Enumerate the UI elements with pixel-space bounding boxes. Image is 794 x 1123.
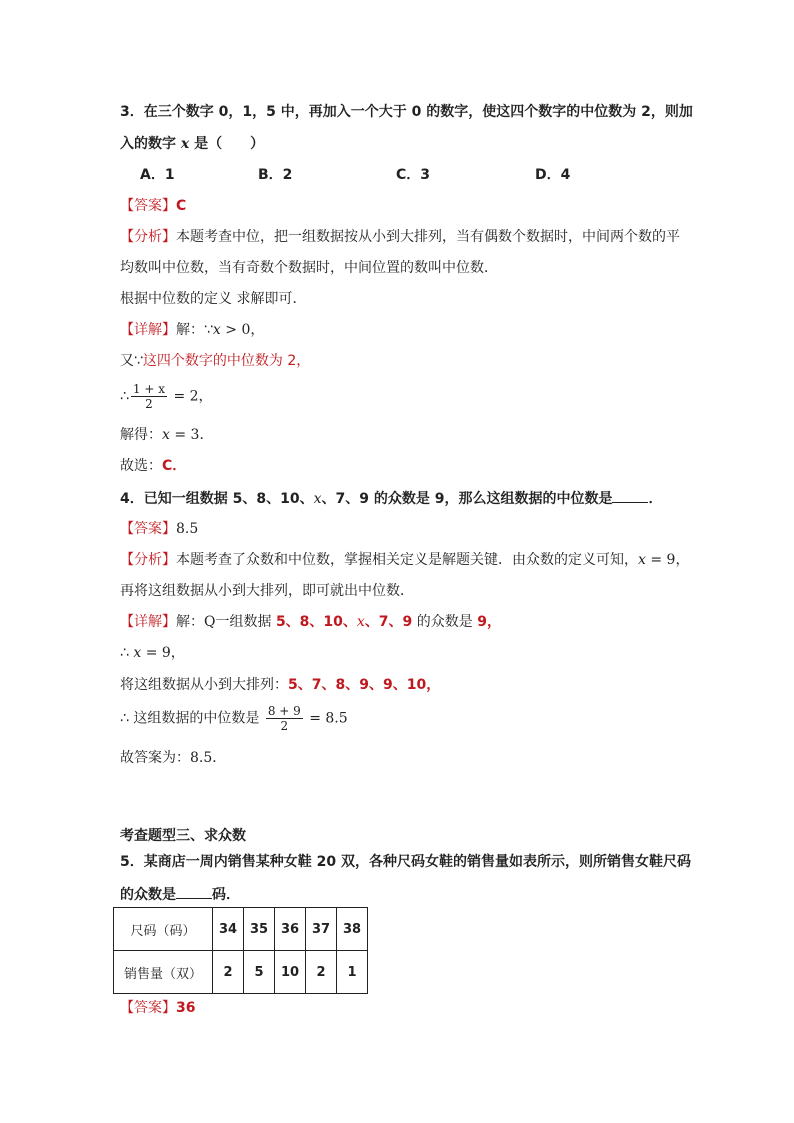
answer-value: C [176, 198, 187, 214]
analysis-math: = 9， [645, 552, 690, 568]
variable-x: x [356, 614, 365, 630]
q3-choice [120, 456, 186, 476]
table-row [114, 951, 368, 994]
table-cell: 35 [244, 908, 275, 951]
therefore-symbol: ∴ [120, 645, 134, 661]
fraction-result: = 2， [169, 388, 213, 405]
because-symbol: Q [204, 614, 216, 630]
detail-text: 解： [176, 614, 204, 630]
detail-data-2: 、7、9 [364, 614, 413, 630]
q4-variable-x: x [313, 491, 322, 507]
q3-answer [120, 196, 186, 216]
table-cell: 2 [213, 951, 244, 994]
q5-stem-text: 的众数是 [120, 887, 176, 903]
q3-solve [120, 425, 213, 445]
variable-x: x [212, 322, 221, 338]
detail-label: 【详解】 [120, 322, 176, 338]
fraction [266, 704, 303, 733]
detail-label: 【详解】 [120, 614, 176, 630]
detail-mode: 9， [477, 614, 501, 630]
q3-stem-line2 [120, 134, 264, 154]
table-cell: 1 [337, 951, 368, 994]
q5-stem-end: 码． [212, 887, 240, 903]
q4-stem [120, 488, 662, 509]
q3-analysis-line1 [120, 227, 680, 247]
detail-text: 解：∵ [176, 322, 213, 338]
table-cell: 5 [244, 951, 275, 994]
q3-variable-x: x [180, 136, 190, 152]
detail-data: 5、8、10、 [275, 614, 357, 630]
answer-blank [612, 488, 648, 503]
detail-text-2: 一组数据 [215, 614, 276, 630]
q4-analysis-line2: 再将这组数据从小到大排列，即可就出中位数． [120, 583, 414, 599]
fraction-numerator: 1 + x [132, 382, 166, 396]
answer-value: 8.5 [176, 521, 199, 537]
q3-option-d: D．4 [535, 167, 571, 183]
analysis-text: 本题考查中位，把一组数据按从小到大排列，当有偶数个数据时，中间两个数的平 [176, 229, 680, 245]
median-text: ∴ 这组数据的中位数是 [120, 710, 264, 727]
q5-stem-line2 [120, 884, 240, 905]
q3-analysis-line2: 均数叫中位数，当有奇数个数据时，中间位置的数叫中位数． [120, 260, 498, 276]
fraction [131, 382, 167, 411]
therefore-symbol: ∴ [120, 388, 129, 405]
q3-stem-text-end: 是（ ） [189, 136, 265, 152]
fraction-denominator: 2 [145, 397, 153, 411]
q4-stem-text-2: 、7、9 的众数是 9，那么这组数据的中位数是 [321, 491, 613, 507]
answer-blank [176, 884, 212, 899]
fraction-result: = 8.5 [304, 710, 348, 727]
choice-value: C． [162, 458, 187, 474]
detail-text-3: 的众数是 [412, 614, 478, 630]
q4-answer [120, 519, 198, 539]
q5-stem-line1: 5．某商店一周内销售某种女鞋 20 双，各种尺码女鞋的销售量如表所示，则所销售女鞋尺码 [120, 854, 691, 870]
final-value: 8.5． [190, 750, 227, 766]
detail-highlight: 这四个数字的中位数为 2， [142, 353, 311, 369]
table-row [114, 908, 368, 951]
table-cell: 36 [275, 908, 306, 951]
q4-detail-line1 [120, 612, 501, 632]
size-sales-table [113, 907, 368, 994]
sorted-data: 5、7、8、9、9、10， [288, 677, 441, 693]
analysis-text: 本题考查了众数和中位数，掌握相关定义是解题关键．由众数的定义可知， [176, 552, 638, 568]
q4-stem-text: 4．已知一组数据 5、8、10、 [120, 491, 314, 507]
table-cell: 10 [275, 951, 306, 994]
answer-label: 【答案】 [120, 198, 176, 214]
q3-stem-line1: 3．在三个数字 0，1，5 中，再加入一个大于 0 的数字，使这四个数字的中位数为 2，则加 [120, 104, 693, 120]
q4-stem-end: ． [648, 491, 663, 507]
table-header-sales: 销售量（双） [114, 951, 213, 994]
q3-option-a: A．1 [140, 167, 175, 183]
q3-basis: 根据中位数的定义 求解即可． [120, 291, 307, 307]
detail-text-end: > 0， [220, 322, 265, 338]
table-cell: 38 [337, 908, 368, 951]
q4-sort [120, 675, 440, 695]
variable-x: x [638, 552, 646, 568]
fraction-denominator: 2 [280, 719, 289, 733]
sort-text: 将这组数据从小到大排列： [120, 677, 288, 693]
table-header-size: 尺码（码） [114, 908, 213, 951]
solve-result: = 3． [169, 427, 214, 443]
answer-value: 36 [176, 1000, 196, 1016]
fraction-numerator: 8 + 9 [267, 704, 301, 718]
q3-option-c: C．3 [396, 167, 431, 183]
q3-fraction-line [120, 382, 213, 411]
table-cell: 2 [306, 951, 337, 994]
variable-x: x [162, 427, 170, 443]
answer-label: 【答案】 [120, 1000, 176, 1016]
q4-median-line [120, 704, 348, 733]
solve-label: 解得： [120, 427, 162, 443]
q4-analysis-line1 [120, 550, 689, 570]
detail-result: = 9， [141, 645, 185, 661]
q4-detail-line2 [120, 643, 185, 663]
analysis-label: 【分析】 [120, 229, 176, 245]
final-label: 故答案为： [120, 750, 190, 766]
q3-detail-line2 [120, 351, 310, 371]
choice-label: 故选： [120, 458, 162, 474]
analysis-label: 【分析】 [120, 552, 176, 568]
table-cell: 37 [306, 908, 337, 951]
table-cell: 34 [213, 908, 244, 951]
answer-label: 【答案】 [120, 521, 176, 537]
q3-stem-text: 入的数字 [120, 136, 181, 152]
q4-final [120, 748, 226, 768]
detail-text: 又∵ [120, 353, 143, 369]
q5-answer [120, 998, 195, 1018]
q3-option-b: B．2 [258, 167, 293, 183]
variable-x: x [133, 645, 142, 661]
section-title: 考查题型三、求众数 [120, 828, 246, 844]
q3-detail-line1 [120, 320, 264, 340]
